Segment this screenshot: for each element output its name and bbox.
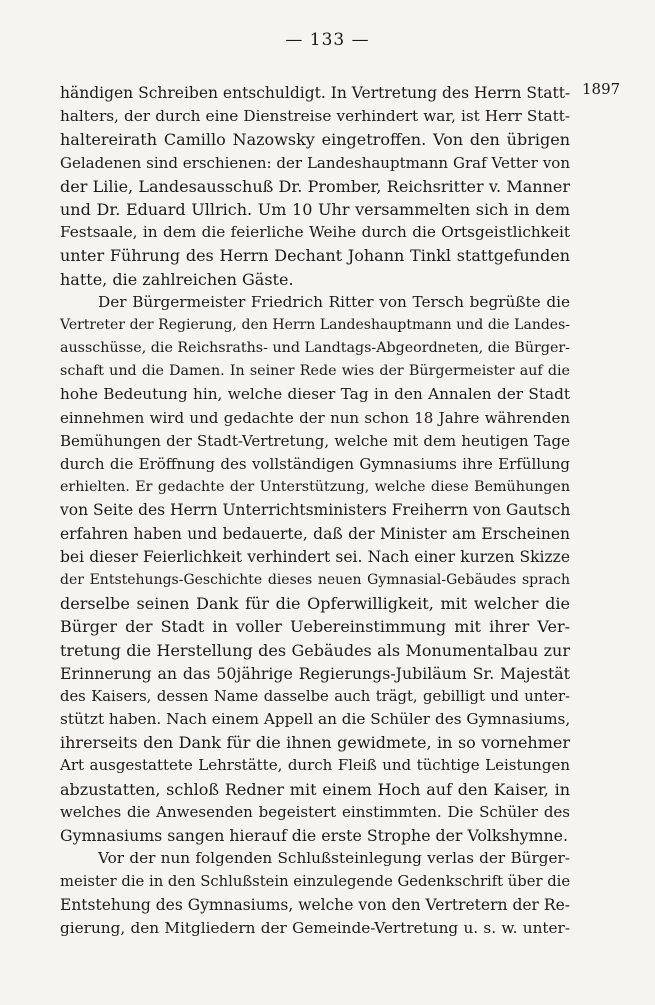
text-line: Der Bürgermeister Friedrich Ritter von Tersch begrüßte die [98,292,570,311]
text-line: von Seite des Herrn Unterrichtsministers Freiherrn von Gautsch [60,501,571,520]
text-line: schaft und die Damen. In seiner Rede wies der Bürgermeister auf die [60,363,570,380]
text-line: Geladenen sind erschienen: der Landeshauptmann Graf Vetter von [60,153,570,172]
text-line: Entstehung des Gymnasiums, welche von den Vertretern der Re- [60,895,570,914]
text-line: Bürger der Stadt in voller Uebereinstimmung mit ihrer Ver- [60,617,570,637]
text-line: hohe Bedeutung hin, welche dieser Tag in den Annalen der Stadt [60,385,570,404]
text-line: derselbe seinen Dank für die Opferwilligkeit, mit welcher die [60,594,570,614]
margin-year-note: 1897 [582,80,621,98]
text-line: und Dr. Eduard Ullrich. Um 10 Uhr versammelten sich in dem [60,199,570,219]
text-line: bei dieser Feierlichkeit verhindert sei. Nach einer kurzen Skizze [60,547,570,566]
page-number: — 133 — [285,30,370,50]
text-line: abzustatten, schloß Redner mit einem Hoch auf den Kaiser, in [60,779,570,799]
text-line: tretung die Herstellung des Gebäudes als Monumentalbau zur [60,640,570,660]
text-line: Vertreter der Regierung, den Herrn Landeshauptmann und die Landes- [60,316,570,333]
body-text [60,82,570,940]
text-line: der Lilie, Landesausschuß Dr. Promber, Reichsritter v. Manner [60,176,570,196]
text-line: durch die Eröffnung des vollständigen Gymnasiums ihre Erfüllung [60,455,570,473]
text-line: Festsaale, in dem die feierliche Weihe durch die Ortsgeistlichkeit [60,223,570,242]
text-line: ausschüsse, die Reichsraths- und Landtags-Abgeordneten, die Bürger- [60,340,570,357]
text-line: erhielten. Er gedachte der Unterstützung, welche diese Bemühungen [60,479,570,496]
text-line: Erinnerung an das 50jährige Regierungs-Jubiläum Sr. Majestät [60,663,570,683]
text-line: des Kaisers, dessen Name dasselbe auch trägt, gebilligt und unter- [60,687,570,705]
text-line: meister die in den Schlußstein einzulegende Gedenkschrift über die [60,873,571,891]
text-line: halters, der durch eine Dienstreise verhindert war, ist Herr Statt- [60,107,570,126]
text-line: hatte, die zahlreichen Gäste. [60,269,294,289]
text-line: unter Führung des Herrn Dechant Johann Tinkl stattgefunden [60,246,570,266]
text-line: gierung, den Mitgliedern der Gemeinde-Vertretung u. s. w. unter- [60,918,570,937]
text-line: händigen Schreiben entschuldigt. In Vertretung des Herrn Statt- [60,84,571,102]
text-line: Bemühungen der Stadt-Vertretung, welche mit dem heutigen Tage [60,431,570,450]
text-line: erfahren haben und bedauerte, daß der Minister am Erscheinen [60,524,570,543]
text-line: einnehmen wird und gedachte der nun schon 18 Jahre währenden [60,408,570,427]
text-line: Gymnasiums sangen hierauf die erste Strophe der Volkshymne. [60,826,568,845]
text-line: Vor der nun folgenden Schlußsteinlegung verlas der Bürger- [98,849,570,868]
text-line: der Entstehungs-Geschichte dieses neuen Gymnasial-Gebäudes sprach [60,571,570,588]
text-line: stützt haben. Nach einem Appell an die Schüler des Gymnasiums, [60,710,571,729]
text-line: Art ausgestattete Lehrstätte, durch Fleiß und tüchtige Leistungen [60,756,570,775]
text-line: ihrerseits den Dank für die ihnen gewidmete, in so vornehmer [60,733,570,753]
text-line: haltereirath Camillo Nazowsky eingetroffen. Von den übrigen [60,130,570,150]
text-line: welches die Anwesenden begeistert einstimmten. Die Schüler des [60,802,570,821]
